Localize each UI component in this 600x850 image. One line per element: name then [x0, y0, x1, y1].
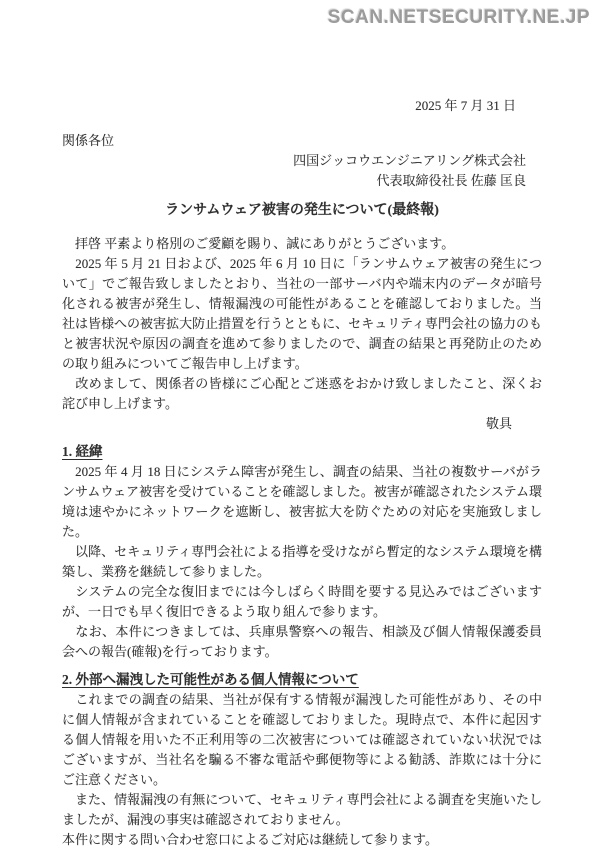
section-1-heading: 1. 経緯: [62, 444, 103, 459]
section-1-paragraph: システムの完全な復旧までには今しばらく時間を要する見込みではございますが、一日でも早く復旧できるよう取り組んで参ります。: [62, 584, 542, 619]
sender-company: 四国ジッコウエンジニアリング株式会社: [293, 153, 526, 168]
closing-word: 敬具: [485, 416, 512, 431]
addressee: 関係各位: [62, 133, 115, 148]
greeting-paragraph: 改めまして、関係者の皆様にご心配とご迷惑をおかけ致しましたこと、深くお詫び申し上げます。: [62, 376, 542, 411]
greeting-paragraph: 拝啓 平素より格別のご愛顧を賜り、誠にありがとうございます。: [62, 236, 455, 251]
greeting-paragraph: 2025 年 5 月 21 日および、2025 年 6 月 10 日に「ランサムウェア被害の発生について」でご報告致しましたとおり、当社の一部サーバ内や端末内のデータが暗号化される被害が発生し、情報漏洩の可能性があることを確認しておりました。当社は皆様への被害拡大防止措置を行うとともに、セキュリティ専門会社の協力のもと被害状況や原因の調査を進めて参りましたので、調査の結果と再発防止のための取り組みについてご報告申し上げます。: [62, 256, 542, 371]
section-2-paragraph: また、情報漏洩の有無について、セキュリティ専門会社による調査を実施いたしましたが、漏洩の事実は確認されておりません。: [62, 792, 542, 827]
section-1-paragraph: 以降、セキュリティ専門会社による指導を受けながら暫定的なシステム環境を構築し、業務を継続して参りました。: [62, 544, 542, 579]
section-2-paragraph: これまでの調査の結果、当社が保有する情報が漏洩した可能性があり、その中に個人情報が含まれていることを確認しておりました。現時点で、本件に起因する個人情報を用いた不正利用等の二次被害については確認されていない状況ではございますが、当社名を騙る不審な電話や郵便物等による勧誘、詐欺には十分にご注意ください。: [62, 692, 542, 787]
section-1-paragraph: 2025 年 4 月 18 日にシステム障害が発生し、調査の結果、当社の複数サーバがランサムウェア被害を受けていることを確認しました。被害が確認されたシステム環境は速やかにネットワークを遮断し、被害拡大を防ぐための対応を実施致しました。: [62, 464, 542, 539]
section-2-heading: 2. 外部へ漏洩した可能性がある個人情報について: [62, 672, 359, 687]
site-watermark: SCAN.NETSECURITY.NE.JP: [327, 7, 590, 28]
document-date: 2025 年 7 月 31 日: [415, 98, 516, 113]
document-title: ランサムウェア被害の発生について(最終報): [165, 203, 439, 218]
section-1-paragraph: なお、本件につきましては、兵庫県警察への報告、相談及び個人情報保護委員会への報告(確報)を行っております。: [62, 624, 542, 659]
sender-representative: 代表取締役社長 佐藤 匡良: [376, 173, 526, 188]
section-2-paragraph: 本件に関する問い合わせ窓口によるご対応は継続して参ります。: [62, 832, 438, 847]
